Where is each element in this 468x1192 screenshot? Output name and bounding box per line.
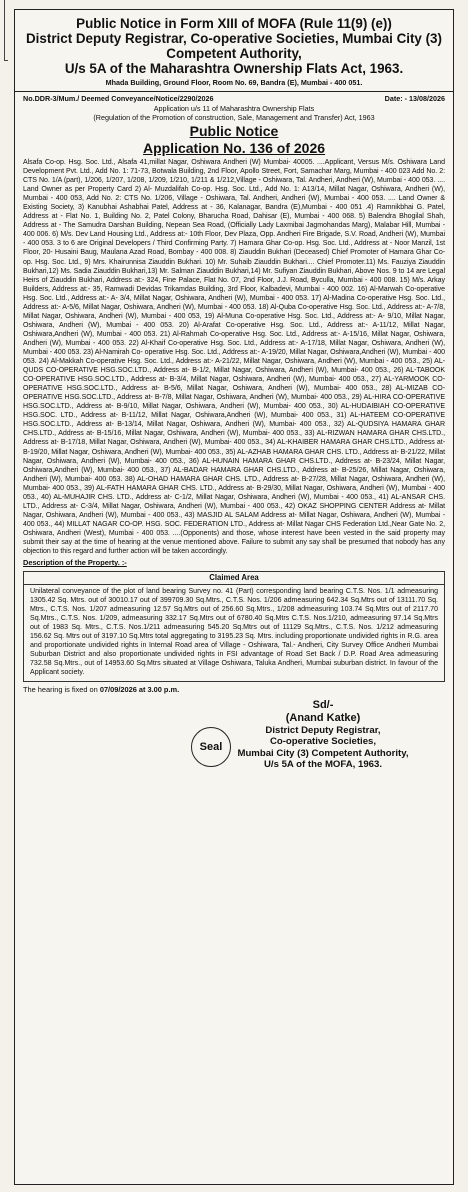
public-notice-heading: Public Notice: [189, 123, 279, 139]
notice-body: Alsafa Co-op. Hsg. Soc. Ltd., Alsafa 41,millat Nagar, Oshiwara Andheri (W) Mumbai- 40005. ....Applicant, Versus M/s. Oshiwara Land Development Pvt. Ltd., Add No. 1: 71-73, Botwala Building, 2nd Floor, Apollo Street, Fort, Samachar Marg, Mumbai - 400 023 Add No. 2: CTS No. 1/A (part), 1/206, 1/207, 1/208, 1/209, 1/210, 1/211 & 1/212,Village - Oshiwara, Tal. Andheri, Andheri (W), Mumbai - 400 053. .... Land Owner as per Property Card 2) Al- Muzdalifah Co-op. Hsg. Soc. Ltd., Add No. 1: A13/14, Millat Nagar, Oshiwara, Andheri (W), Mumbai - 400 053, Add No. 2: CTS No. 1/206, Village - Oshiwara, Tal. Andheri, Andheri (W), Mumbai - 400 053. .... Land Owner & Existing Society, 3) Kanubhai Ashabhai Patel, Address at - 36, Kalanagar, Bandra (E),Mumbai - 400 051 .4) Ramnikbhai G. Patel, Address at - Flat No. 1, Building No. 2, Patel Colony, Bharucha Road, Dahisar (E), Mumbai - 400 068. 5) Balendra Bhogilal Shah, Address at - The Samudra Darshan Building, Nepean Sea Road, (Officially Lady Laxmibai Jagmohandas Marg), Malabar Hill, Mumbai - 400 006. 6) M/s. Dev Land Housing Ltd., Address at:- 10th Floor, Dev Plaza, Opp. Andheri Fire Brigade, S.V. Road, Andheri (W), Mumbai - 400 053. 3 to 6 are Original Developers / Third Confirming Party. 7) Hamara Ghar Co-op. Hsg. Soc. Ltd., Address at - Noor Manzil, 1st Floor, 20- Husaini Baug, Maulana Azad Road, Bombay - 400 008. 8) Ziauddin Bukhari (Deceased) Chief Promoter of Hamara Ghar Co-op. Hsg. Soc. Ltd., 9) Mrs. Khairunnisa Ziauddin Bukhari. 10) Mr. Suhaib Ziauddin Bukhari.... Chief Promoter.11) Ms. Fauziya Ziauddin Bukhari,12) Ms. Sadia Ziauddin Bukhari,13) Mr. Salman Ziauddin Bukhari,14) Mr. Sufiyan Ziauddin Bukhari, Above Nos. 9 to 14 are Legal Heirs of Ziauddin Bukhari, Address at:- 324, Fine Palace, Flat No. 07, 2nd Floor, J.J. Road, Byculla, Mumbai - 400 008. 15) M/s. Arkay Builders, Address at:- 35, Ramwadi Devidas Trikamdas Building, 3rd Floor, Kalbadevi, Mumbai - 400 002. 16) Al-Marwah Co-operative Hsg. Soc. Ltd., Address at:- A- 3/4, Millat Nagar, Oshiwara, Andheri (W), Mumbai - 400 053. 17) Al-Madina Co-operative Hsg. Soc. Ltd., Address at:- A-5/6, Millat Nagar, Oshiwara, Andheri (W), Mumbai - 400 053. 18) Al-Quba Co-operative Hsg. Soc. Ltd., Address at:- A-7/8, Millat Nagar, Oshiwara, Andheri (W), Mumbai - 400 053, 19) Al-Muna Co-operative Hsg. Soc. Ltd., Address at:- A- 9/10, Millat Nagar, Oshiwara, Andheri (W), Mumbai - 400 053. 20) Al-Arafat Co-operative Hsg. Soc. Ltd., Address at:- A-11/12, Millat Nagar, Oshiwara,Andheri (W), Mumbai - 400 053. 21) Al-Rahmah Co-operative Hsg. Soc. Ltd., Address at:- A-15/16, Millat Nagar, Oshiwara, Andheri (W), Mumbai - 400 053. 22) Al-Khaif Co-operative Hsg. Soc. Ltd., Address at:- A-17/18, Millat Nagar, Oshiwara, Andheri (W), Mumbai - 400 053. 23) Al-Namirah Co- operative Hsg. Soc. Ltd., Address at:- A-19/20, Millat Nagar, Oshiwara,Andheri (W), Mumbai - 400 053. 24) Al-Makkah Co-operative Hsg. Soc. Ltd., Address at:- A-21/22, Millat Nagar, Oshiwara, Andheri (W), Mumbai - 400 053., 25) AL-QUDS CO-OPERATIVE HSG.SOC.LTD., Address at- B-1/2, Millat Nagar, Oshiwara, Andheri (W), Mumbai- 400 053., 26) AL-TABOOK CO-OPERATIVE HSG.SOC.LTD., Address at- B-3/4, Millat Nagar, Oshiwara, Andheri (W), Mumbai- 400 053., 27) AL-YARMOOK CO-OPERATIVE HSG.SOC.LTD., Address at- B-5/6, Millat Nagar, Oshiwara, Andheri (W), Mumbai- 400 053., 28) AL-MIZAB CO-OPERATIVE HSG.SOC.LTD., Address at- B-7/8, Millat Nagar, Oshiwara, Andheri (W), Mumbai- 400 053., 29) AL-HIRA CO-OPERATIVE HSG.SOC.LTD., Address at- B-9/10, Millat Nagar, Oshiwara, Andheri (W), Mumbai- 400 053., 30) AL-HUDAIBIAH CO-OPERATIVE HSG.SOC. LTD., Address at- B-11/12, Millat Nagar, Oshiwara,Andheri (W), Mumbai- 400 053., 31) AL-HATEEM CO-OPERATIVE HSG.SOC.LTD., Address at- B-13/14, Millat Nagar, Oshiwara, Andheri (W), Mumbai- 400 053., 32) AL-QUDSIYA HAMARA GHAR CHS.LTD., Address at- B-15/16, Millat Nagar, Oshiwara, Andheri (W), Mumbai- 400 053., 33) AL-RIZWAN HAMARA GHAR CHS.LTD., Address at- B-17/18, Millat Nagar, Oshiwara, Andheri (W), Mumbai- 400 053., 34) AL-KHAIBER HAMARA GHAR CHS.LTD., Address at- B-19/20, Millat Nagar, Oshiwara, Andheri (W), Mumbai- 400 053., 35) AL-AZHAB HAMARA GHAR CHS. LTD., Address at- B-21/22, Millat Nagar, Oshiwara, Andheri (W), Mumbai- 400 053., 36) AL-HUNAIN HAMARA GHAR CHS.LTD., Address at- B-23/24, Millat Nagar, Oshiwara,Andheri (W), Mumbai- 400 053., 37) AL-BADAR HAMARA GHAR CHS.LTD., Address at- B-25/26, Millat Nagar, Oshiwara, Andheri (W), Mumbai- 400 053. 38) AL-OHAD HAMARA GHAR CHS. LTD., Address at- B-27/28, Millat Nagar, Oshiwara, Andheri (W), Mumbai- 400 053., 39) AL-FATH HAMARA GHAR CHS. LTD., Address at- B-29/30, Millat Nagar, Oshiwara, Andheri (W), Mumbai - 400 053., 40) AL-MUHAJIR CHS. LTD., Address at- C-1/2, Millat Nagar, Oshiwara, Andheri (W), Mumbai - 400 053., 41) AL-ANSAR CHS. LTD., Address at- C-3/4, Millat Nagar, Oshiwara, Andheri (W), Mumbai - 400 053., 42) OKAZ SHOPPING CENTER Address at- Millat Nagar, Oshiwara, Andheri (W), Mumbai - 400 053., 43) MASJID AL SALAM Address at- Millat Nagar, Oshiwara, Andheri (W), Mumbai - 400 053., 44) MILLAT NAGAR CO-OP. HSG. SOC. FEDERATION LTD., Address at- Millat Nagar CHS Federation Ltd.,Near Gate No. 2, Oshiwara, Andheri (West), Mumbai - 400 053. ....(Opponents) and those, whose interest have been vested in the said property may submit their say at the time of hearing at the venue mentioned above. Failure to submit any say shall be presumed that nobody has any objection to this regard and further action will be taken accordingly.: [23, 159, 445, 556]
public-notice: [14, 9, 454, 1185]
signatory-title-1: District Deputy Registrar,: [265, 724, 381, 736]
reference-row: [23, 94, 445, 104]
notice-title-line3: Competent Authority,: [166, 46, 302, 61]
claimed-area-heading: Claimed Area: [24, 572, 444, 585]
signature-block: [23, 699, 445, 849]
regulation-line: (Regulation of the Promotion of construction, Sale, Management and Transfer) Act, 1963: [93, 113, 375, 122]
divider: [15, 91, 453, 92]
signatory-title-4: U/s 5A of the MOFA, 1963.: [264, 759, 382, 771]
description-heading: Description of the Property. :-: [23, 558, 127, 568]
signature-sd: Sd/-: [312, 698, 334, 711]
notice-title-line1: Public Notice in Form XIII of MOFA (Rule 11(9) (e)): [76, 16, 392, 31]
side-rule: [4, 0, 8, 61]
hearing-date: 07/09/2026 at 3.00 p.m.: [99, 684, 180, 694]
signatory-title-3: Mumbai City (3) Competent Authority,: [237, 747, 409, 759]
seal-label: Seal: [199, 740, 223, 753]
signatory-name: (Anand Katke): [285, 711, 361, 724]
hearing-prefix: The hearing is fixed on: [23, 684, 100, 694]
notice-date: Date: - 13/08/2026: [384, 94, 445, 103]
claimed-area-text: Unilateral conveyance of the plot of land bearing Survey no. 41 (Part) corresponding land bearing C.T.S. Nos. 1/1 admeasuring 1305.42 Sq. Mtrs. out of 30010.17 out of 399709.30 Sq.Mtrs., C.T.S. Nos. 1/206 admeasuring 642.34 Sq.Mtrs out of 13111.70 Sq. Mtrs., C.T.S. Nos. 1/207 admeasuring 12.57 Sq.Mtrs out of 256.60 Sq.Mtrs., 1/208 admeasuring 103.74 Sq.Mtrs out of 2117.70 Sq.Mtrs., C.T.S. Nos. 1/209, admeasuring 332.17 Sq.Mtrs out of 6780.40 Sq.Mtrs C.T.S. Nos.1/210, admeasuring 97.14 Sq.Mtrs out of 1983 Sq. Mtrs., C.T.S. Nos.1/211 admeasuring 545.20 Sq.Mtrs out of 11129 Sq.Mtrs., C.T.S. Nos. 1/212 admeasuring 156.62 Sq. Mtrs out of 3197.10 Sq.Mtrs total aggregating to 3195.23 Sq. Mtrs. including proportionate undivided rights in R.G. area and proportionate undivided rights in Internal Road area of Village - Oshiwara, Tal.- Andheri, City Survey Office Andheri Mumbai Suburban District and also proportionate undivided rights in FSI advantage of Road Set Back / D.P. Road Area admeasuring 732.58 Sq.Mtrs., out of 14953.60 Sq.Mtrs situated at Village Oshiwara, Taluka Andheri, Mumbai suburban district. In favour of the Applicant society.: [30, 588, 438, 677]
signatory: [223, 699, 423, 771]
office-address: Mhada Building, Ground Floor, Room No. 69, Bandra (E), Mumbai - 400 051.: [105, 78, 363, 87]
signatory-title-2: Co-operative Societies,: [269, 736, 377, 748]
notice-title-line2: District Deputy Registrar, Co-operative Societies, Mumbai City (3): [26, 31, 442, 46]
hearing-line: [23, 685, 445, 695]
reference-number: No.DDR-3/Mum./ Deemed Conveyance/Notice/2290/2026: [23, 94, 214, 103]
claimed-area-box: [23, 571, 445, 681]
notice-title-line4: U/s 5A of the Maharashtra Ownership Flats Act, 1963.: [64, 61, 404, 76]
application-number: Application No. 136 of 2026: [142, 140, 326, 156]
application-line: Application u/s 11 of Maharashtra Ownership Flats: [153, 104, 315, 113]
